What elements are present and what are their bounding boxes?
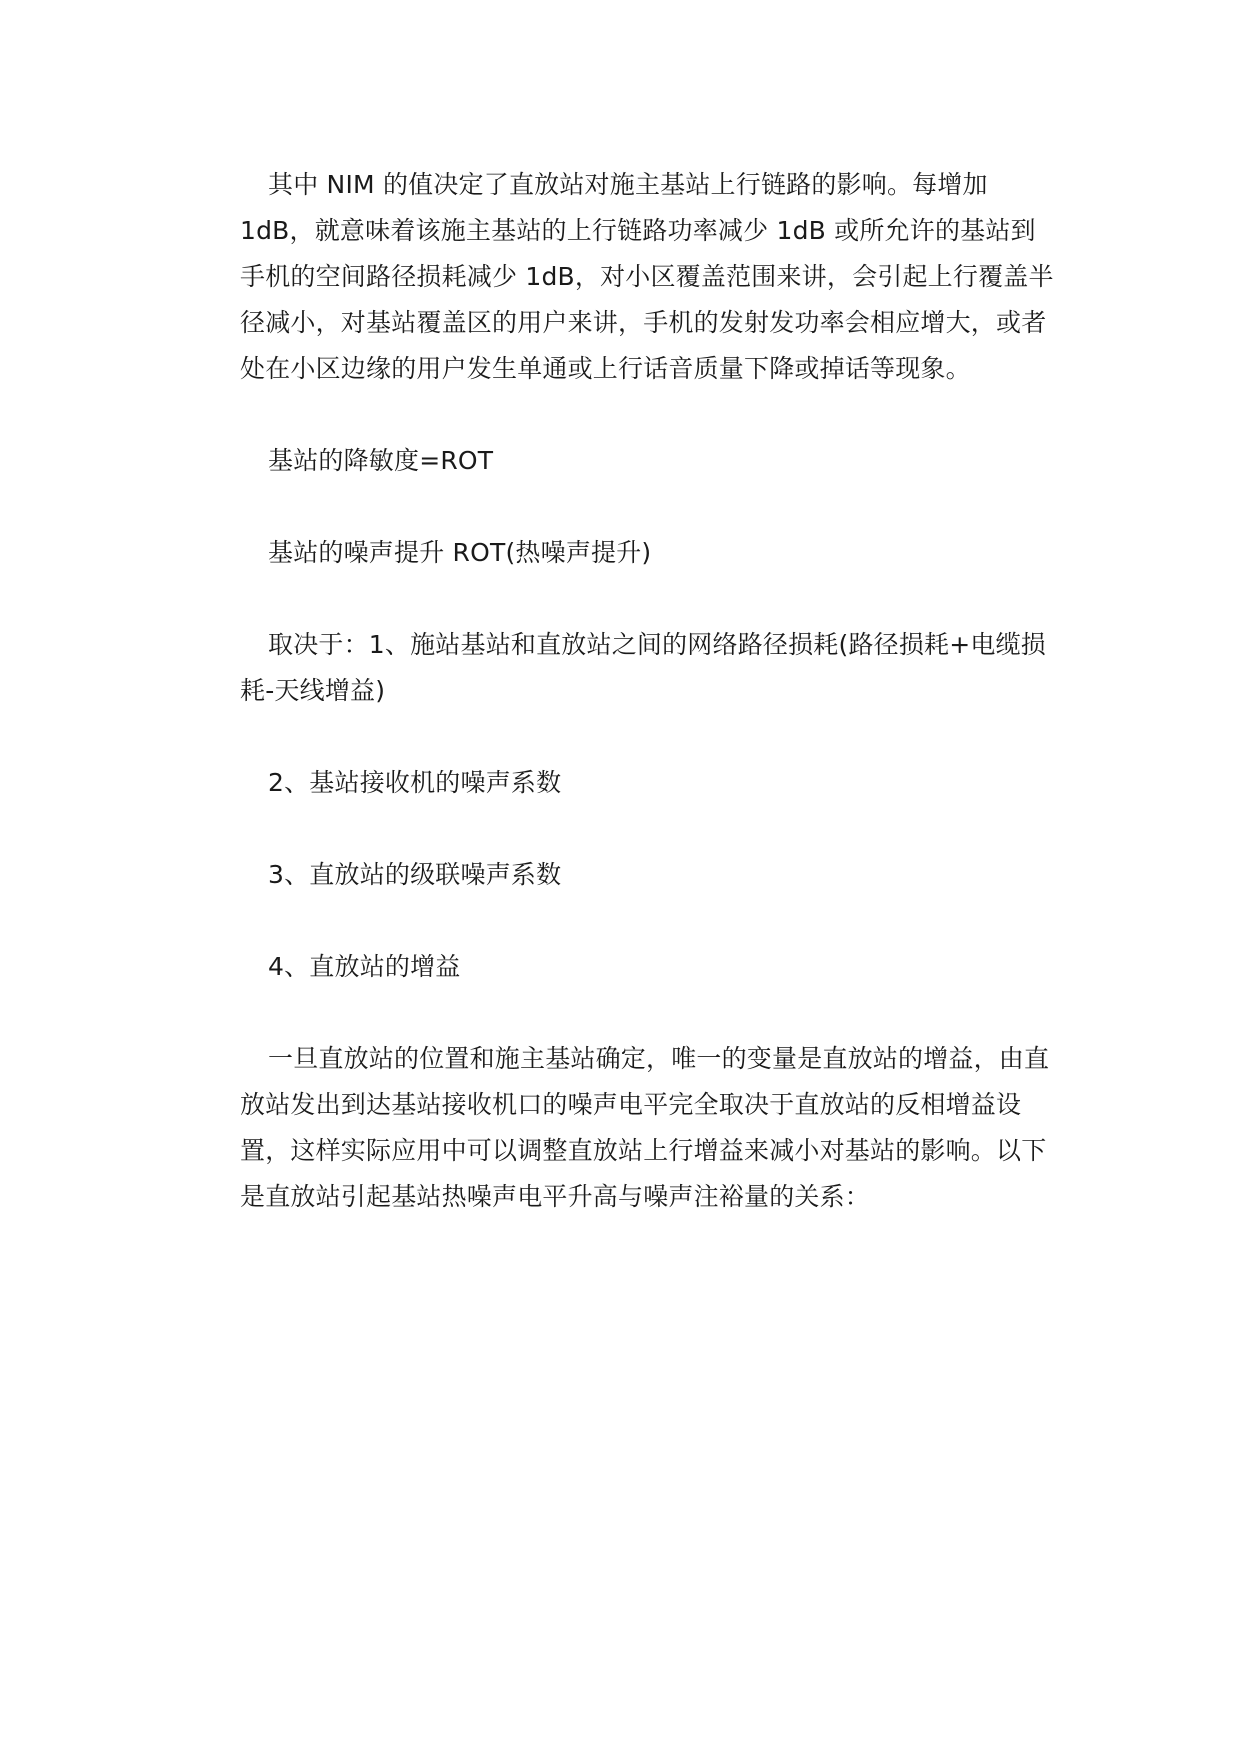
paragraph-desensitization: 基站的降敏度=ROT (268, 446, 494, 475)
paragraph-gain-adjustment: 一旦直放站的位置和施主基站确定，唯一的变量是直放站的增益，由直放站发出到达基站接收机口的噪声电平完全取决于直放站的反相增益设置，这样实际应用中可以调整直放站上行增益来减小对基站的影响。以下是直放站引起基站热噪声电平升高与噪声注裕量的关系： (240, 1044, 1050, 1211)
paragraph-gap (240, 714, 1060, 760)
paragraph-gap (240, 576, 1060, 622)
document-page (240, 162, 1060, 1220)
list-item-cascade-noise: 3、直放站的级联噪声系数 (268, 860, 562, 889)
list-item-noise-figure: 2、基站接收机的噪声系数 (268, 768, 562, 797)
list-item-repeater-gain: 4、直放站的增益 (268, 952, 461, 981)
paragraph-rot: 基站的噪声提升 ROT(热噪声提升) (268, 538, 652, 567)
paragraph-depends-on: 取决于：1、施站基站和直放站之间的网络路径损耗(路径损耗+电缆损耗-天线增益) (240, 630, 1047, 705)
paragraph-gap (240, 392, 1060, 438)
paragraph-gap (240, 990, 1060, 1036)
paragraph-gap (240, 898, 1060, 944)
paragraph-gap (240, 806, 1060, 852)
paragraph-nim-impact: 其中 NIM 的值决定了直放站对施主基站上行链路的影响。每增加 1dB，就意味着该施主基站的上行链路功率减少 1dB 或所允许的基站到手机的空间路径损耗减少 1dB，对小区覆盖范围来讲，会引起上行覆盖半径减小，对基站覆盖区的用户来讲，手机的发射发功率会相应增大，或者处在小区边缘的用户发生单通或上行话音质量下降或掉话等现象。 (240, 170, 1054, 383)
paragraph-gap (240, 484, 1060, 530)
